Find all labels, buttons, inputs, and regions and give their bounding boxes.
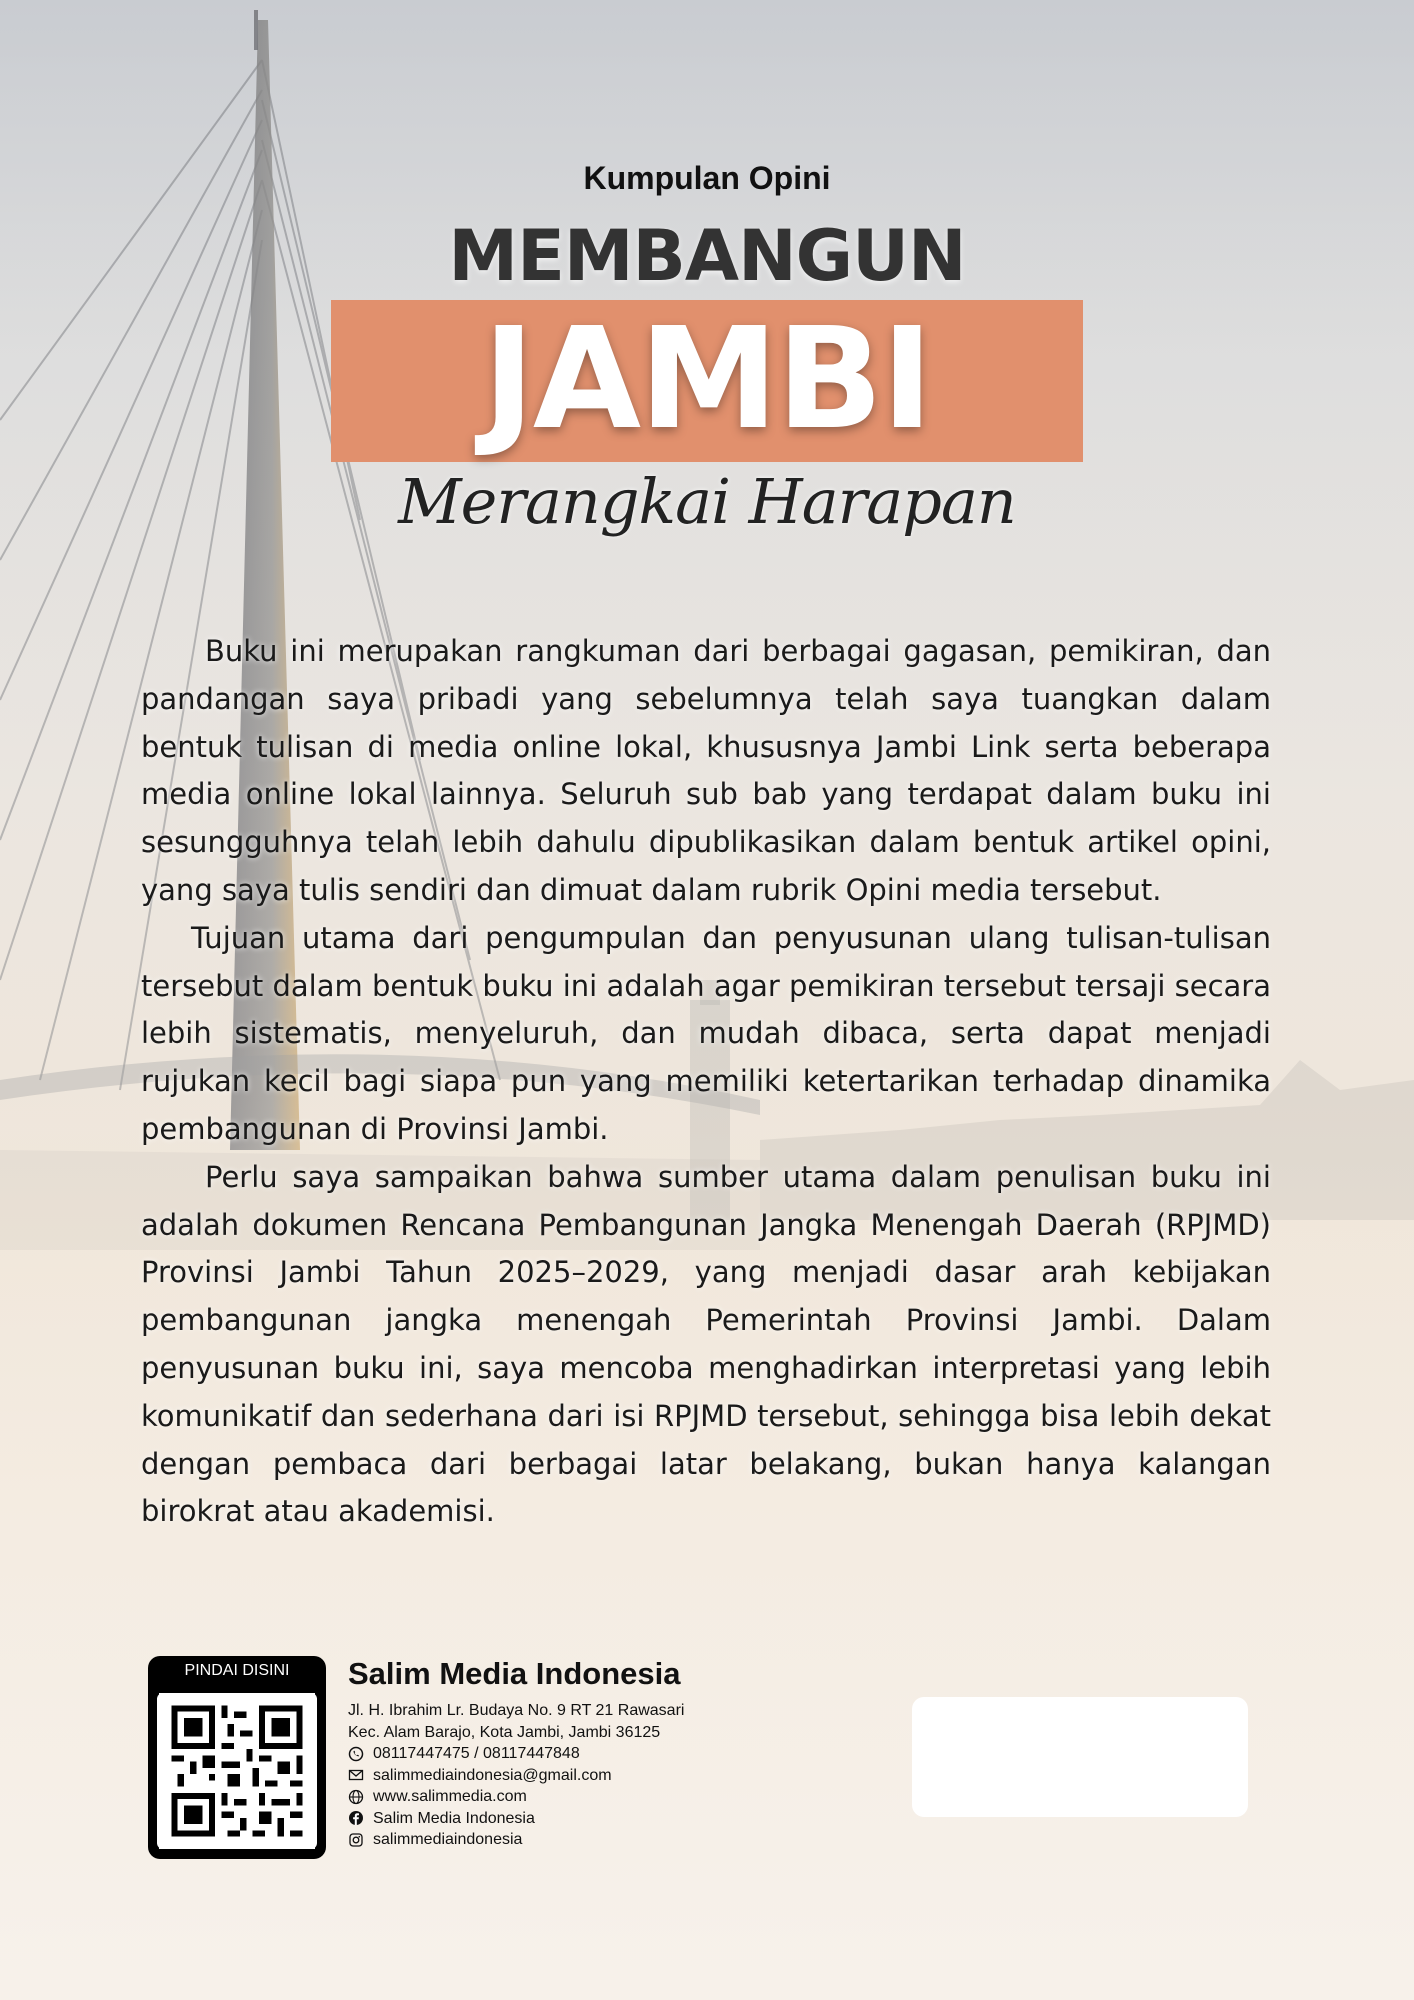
email-text: salimmediaindonesia@gmail.com [373, 1766, 612, 1784]
website-text: www.salimmedia.com [373, 1788, 527, 1805]
publisher-facebook[interactable] [348, 1808, 768, 1830]
synopsis [141, 628, 1271, 1536]
address-line-2-text: Kec. Alam Barajo, Kota Jambi, Jambi 36125 [348, 1723, 661, 1741]
publisher-website[interactable] [348, 1786, 768, 1808]
instagram-text: salimmediaindonesia [373, 1831, 523, 1848]
synopsis-paragraph-2: Tujuan utama dari pengumpulan dan penyusunan ulang tulisan-tulisan tersebut dalam bentuk buku ini adalah agar pemikiran tersebut tersaji secara lebih sistematis, menyeluruh, dan mudah dibaca, serta dapat menjadi rujukan kecil bagi siapa pun yang memiliki ketertarikan terhadap dinamika pembangunan di Provinsi Jambi. [141, 920, 1271, 1146]
synopsis-paragraph-3: Perlu saya sampaikan bahwa sumber utama dalam penulisan buku ini adalah dokumen Rencana Pembangunan Jangka Menengah Daerah (RPJMD) Provinsi Jambi Tahun 2025–2029, yang menjadi dasar arah kebijakan pembangunan jangka menengah Pemerintah Provinsi Jambi. Dalam penyusunan buku ini, saya mencoba menghadirkan interpretasi yang lebih komunikatif dan sederhana dari isi RPJMD tersebut, sehingga bisa lebih dekat dengan pembaca dari berbagai latar belakang, bukan hanya kalangan birokrat atau akademisi. [141, 1159, 1271, 1529]
instagram-icon [348, 1832, 364, 1848]
publisher-phone [348, 1743, 768, 1765]
qr-code[interactable] [157, 1693, 317, 1849]
mail-icon [348, 1767, 364, 1783]
qr-code-card[interactable] [148, 1656, 326, 1859]
publisher-info [348, 1656, 768, 1851]
series-kicker: Kumpulan Opini [583, 160, 831, 196]
phone-text: 08117447475 / 08117447848 [373, 1745, 580, 1762]
publisher-address-line-2 [348, 1722, 768, 1744]
publisher-name: Salim Media Indonesia [348, 1656, 681, 1691]
facebook-text: Salim Media Indonesia [373, 1809, 535, 1827]
facebook-icon [348, 1810, 364, 1826]
qr-label: PINDAI DISINI [184, 1662, 290, 1679]
globe-icon [348, 1789, 364, 1805]
address-line-1-text: Jl. H. Ibrahim Lr. Budaya No. 9 RT 21 Rawasari [348, 1702, 685, 1719]
publisher-address-line-1 [348, 1700, 768, 1722]
whatsapp-icon [348, 1746, 364, 1762]
synopsis-paragraph-1: Buku ini merupakan rangkuman dari berbagai gagasan, pemikiran, dan pandangan saya pribadi yang sebelumnya telah saya tuangkan dalam bentuk tulisan di media online lokal, khususnya Jambi Link serta beberapa media online lokal lainnya. Seluruh sub bab yang terdapat dalam buku ini sesungguhnya telah lebih dahulu dipublikasikan dalam bentuk artikel opini, yang saya tulis sendiri dan dimuat dalam rubrik Opini media tersebut. [141, 634, 1271, 907]
qr-code-icon [157, 1693, 317, 1849]
book-subtitle: Merangkai Harapan [398, 465, 1016, 538]
publisher-instagram[interactable] [348, 1829, 768, 1851]
title-line-1: MEMBANGUN [448, 215, 966, 297]
title-line-2: JAMBI [482, 298, 932, 461]
publisher-email[interactable] [348, 1765, 768, 1787]
barcode-placeholder [912, 1697, 1248, 1817]
